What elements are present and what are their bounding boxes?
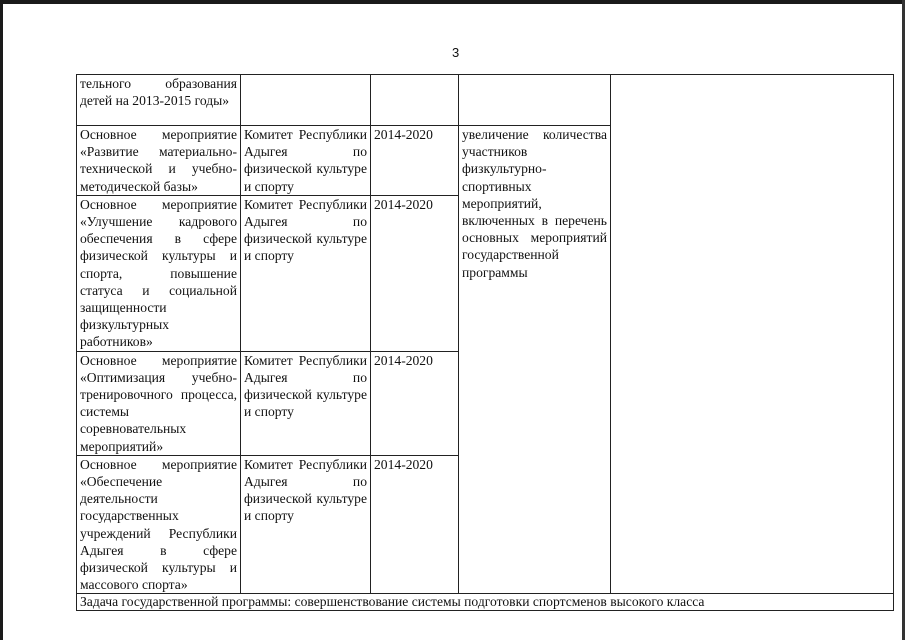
scan-border-top — [0, 0, 905, 4]
activity-cell: Основное мероприятие «Улучшение кадрового обеспечения в сфере физической культуры и спорта, повышение статуса и социальной защищенности физкультурных работников» — [77, 195, 241, 351]
period-cell: 2014-2020 — [371, 455, 459, 594]
continuation-executor-cell — [241, 75, 371, 126]
continuation-activity-cell: тельного образования детей на 2013-2015 годы» — [77, 75, 241, 126]
activity-cell: Основное мероприятие «Обеспечение деятельности государственных учреждений Республики Адыгея в сфере физической культуры и массового спорта» — [77, 455, 241, 594]
executor-cell: Комитет Республики Адыгея по физической культуре и спорту — [241, 351, 371, 455]
scan-border-left — [0, 0, 3, 640]
continuation-result-cell — [459, 75, 611, 126]
task-row — [77, 594, 894, 611]
table-row-continuation — [77, 75, 894, 126]
page-number: 3 — [452, 45, 460, 60]
period-cell: 2014-2020 — [371, 351, 459, 455]
period-cell: 2014-2020 — [371, 126, 459, 196]
executor-cell: Комитет Республики Адыгея по физической культуре и спорту — [241, 195, 371, 351]
task-row-cell: Задача государственной программы: совершенствование системы подготовки спортсменов высокого класса — [77, 594, 894, 611]
blank-column-cell — [611, 75, 894, 594]
continuation-period-cell — [371, 75, 459, 126]
activity-cell: Основное мероприятие «Оптимизация учебно-тренировочного процесса, системы соревновательных мероприятий» — [77, 351, 241, 455]
executor-cell: Комитет Республики Адыгея по физической культуре и спорту — [241, 126, 371, 196]
program-activities-table — [76, 74, 894, 611]
executor-cell: Комитет Республики Адыгея по физической культуре и спорту — [241, 455, 371, 594]
period-cell: 2014-2020 — [371, 195, 459, 351]
shared-result-cell: увеличение количества участников физкультурно-спортивных мероприятий, включенных в перечень основных мероприятий государственной программы — [459, 126, 611, 594]
activity-cell: Основное мероприятие «Развитие материально-технической и учебно-методической базы» — [77, 126, 241, 196]
